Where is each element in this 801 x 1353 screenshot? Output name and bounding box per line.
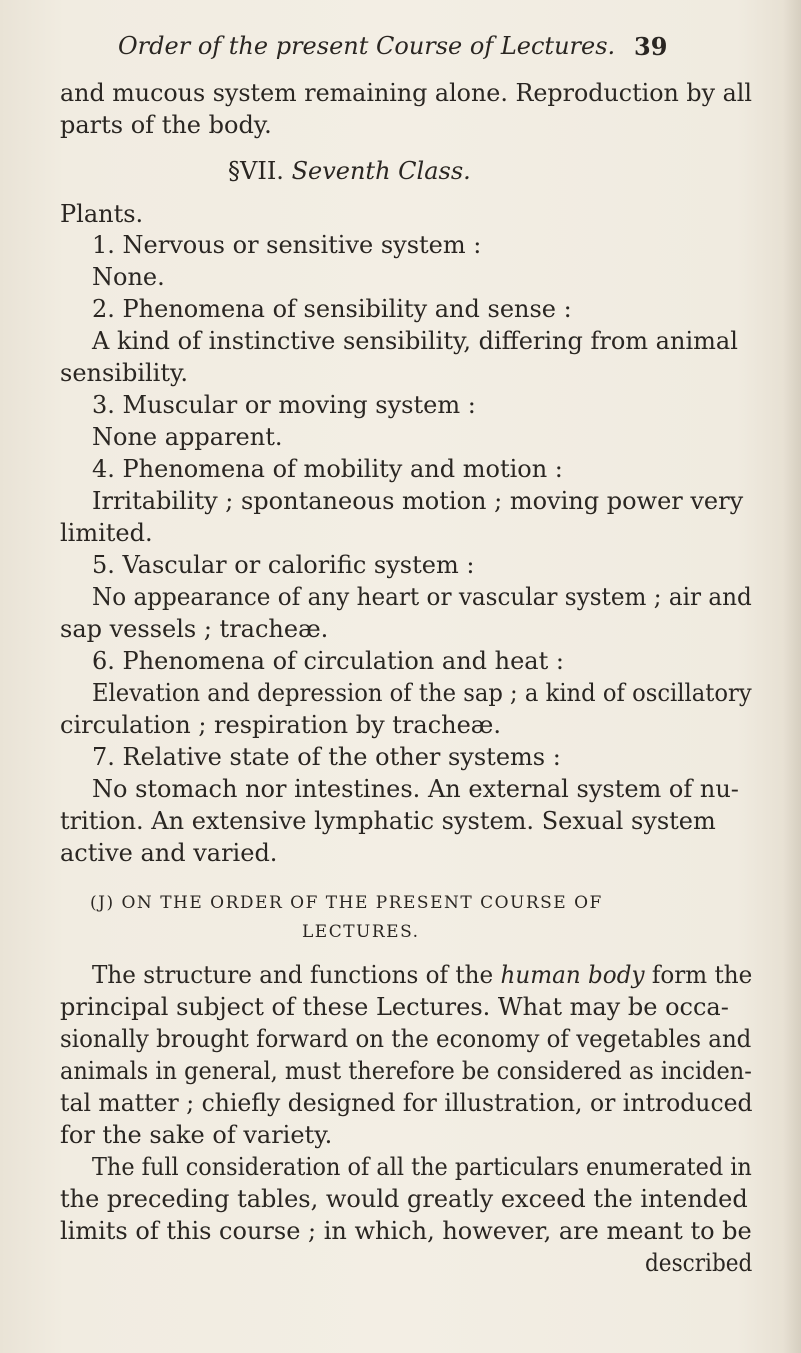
text-line: animals in general, must therefore be considered as inciden- xyxy=(60,1057,752,1085)
text-line xyxy=(92,960,752,990)
subsection-heading-line-2: LECTURES. xyxy=(302,922,420,942)
text-line: 1. Nervous or sensitive system : xyxy=(92,231,482,259)
text-line: and mucous system remaining alone. Reproduction by all xyxy=(60,79,752,107)
text-line: principal subject of these Lectures. What may be occa- xyxy=(60,993,729,1021)
section-title: Seventh Class. xyxy=(291,157,471,185)
running-head: Order of the present Course of Lectures. xyxy=(118,32,616,60)
text-run: form the xyxy=(644,961,753,989)
text-line: tal matter ; chiefly designed for illustration, or introduced xyxy=(60,1089,753,1117)
subsection-heading-line-1: (J) ON THE ORDER OF THE PRESENT COURSE OF xyxy=(90,893,603,913)
text-line: for the sake of variety. xyxy=(60,1121,333,1149)
catchword: described xyxy=(645,1249,753,1277)
section-symbol: § xyxy=(228,157,240,185)
text-line: limited. xyxy=(60,519,153,547)
text-line: active and varied. xyxy=(60,839,278,867)
emphasis-text: human body xyxy=(500,961,645,989)
section-number: VII. xyxy=(240,157,284,185)
text-line: Elevation and depression of the sap ; a kind of oscillatory xyxy=(92,679,752,707)
text-line: 6. Phenomena of circulation and heat : xyxy=(92,647,564,675)
text-line: sionally brought forward on the economy of vegetables and xyxy=(60,1025,752,1053)
page-edge-shadow xyxy=(783,0,801,1353)
text-line: The full consideration of all the particulars enumerated in xyxy=(92,1153,752,1181)
text-line: 7. Relative state of the other systems : xyxy=(92,743,561,771)
text-line: trition. An extensive lymphatic system. Sexual system xyxy=(60,807,716,835)
text-line: 4. Phenomena of mobility and motion : xyxy=(92,455,563,483)
text-line: sap vessels ; tracheæ. xyxy=(60,615,329,643)
text-line: Irritability ; spontaneous motion ; moving power very xyxy=(92,487,744,515)
text-line: Plants. xyxy=(60,200,144,228)
text-line: A kind of instinctive sensibility, differing from animal xyxy=(92,327,738,355)
text-line: sensibility. xyxy=(60,359,189,387)
page-number: 39 xyxy=(634,32,668,61)
text-run: The structure and functions of the xyxy=(92,961,501,989)
text-line: the preceding tables, would greatly exceed the intended xyxy=(60,1185,748,1213)
text-line: No stomach nor intestines. An external system of nu- xyxy=(92,775,739,803)
text-line: 5. Vascular or calorific system : xyxy=(92,551,475,579)
text-line: circulation ; respiration by tracheæ. xyxy=(60,711,501,739)
text-line: 3. Muscular or moving system : xyxy=(92,391,476,419)
text-line: 2. Phenomena of sensibility and sense : xyxy=(92,295,572,323)
section-heading xyxy=(228,156,471,186)
text-line: limits of this course ; in which, however, are meant to be xyxy=(60,1217,752,1245)
text-line: None apparent. xyxy=(92,423,283,451)
text-line: None. xyxy=(92,263,165,291)
text-line: No appearance of any heart or vascular system ; air and xyxy=(92,583,752,611)
text-line: parts of the body. xyxy=(60,111,272,139)
